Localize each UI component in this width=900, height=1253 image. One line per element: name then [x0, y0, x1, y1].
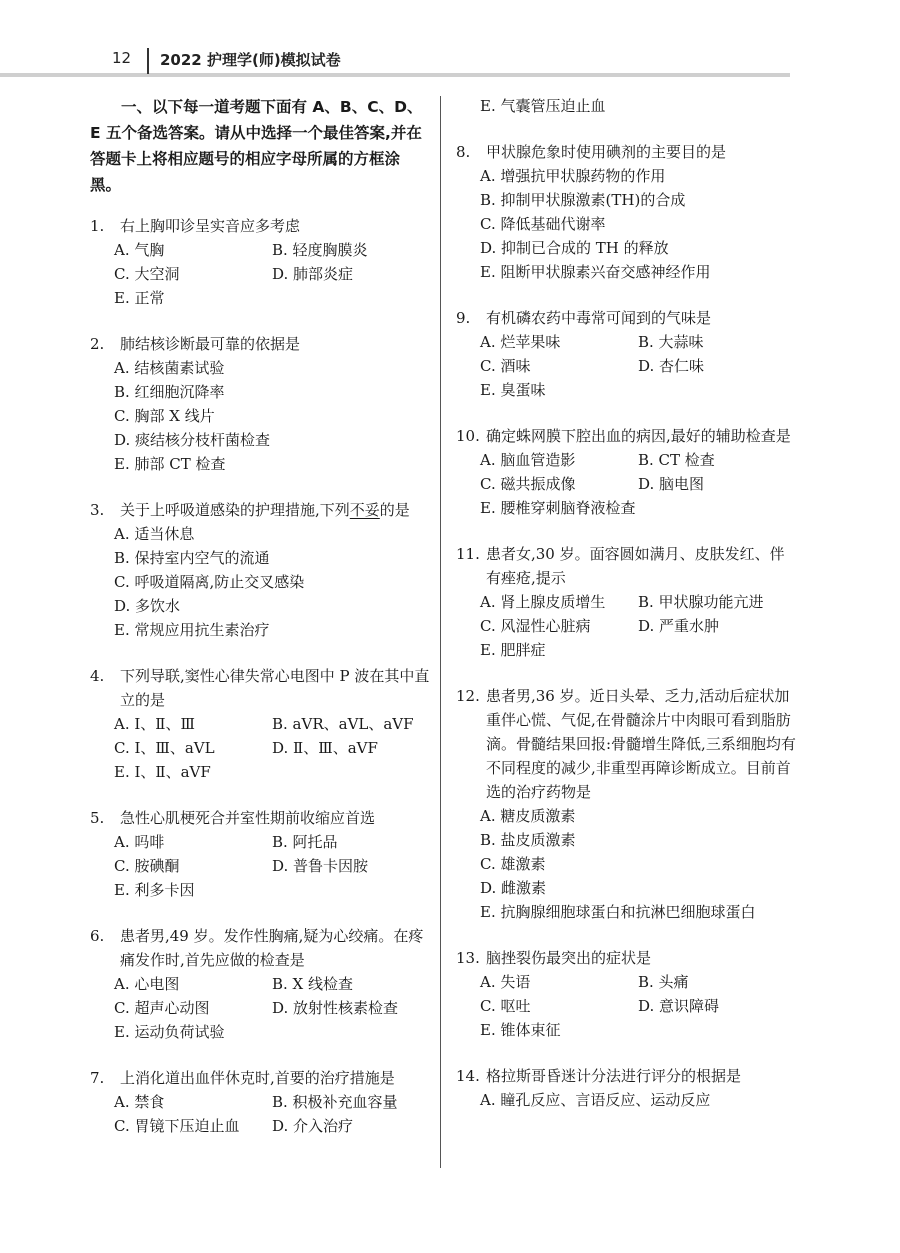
option-a: A. 适当休息	[114, 525, 195, 543]
option-d: D. 肺部炎症	[272, 265, 354, 283]
question-number: 11.	[456, 545, 480, 563]
question-number: 9.	[456, 309, 471, 327]
question-6	[90, 924, 430, 1044]
section-instructions: 一、以下每一道考题下面有 A、B、C、D、E 五个备选答案。请从中选择一个最佳答案,并在答题卡上将相应题号的相应字母所属的方框涂黑。	[90, 98, 423, 194]
option-c: C. 呼吸道隔离,防止交叉感染	[114, 573, 305, 591]
options	[90, 356, 430, 476]
question-stem: 10. 确定蛛网膜下腔出血的病因,最好的辅助检查是	[456, 424, 796, 448]
option-e: E. 锥体束征	[480, 1021, 561, 1039]
option-c: C. Ⅰ、Ⅲ、aVL	[114, 739, 215, 757]
options	[456, 164, 796, 284]
option-e: E. Ⅰ、Ⅱ、aVF	[114, 763, 211, 781]
option-a: A. 烂苹果味	[480, 333, 561, 351]
question-number: 2.	[90, 335, 105, 353]
option-a: A. 增强抗甲状腺药物的作用	[480, 167, 666, 185]
question-14	[456, 1064, 796, 1112]
options	[456, 970, 796, 1042]
options	[456, 1088, 796, 1112]
option-d: D. Ⅱ、Ⅲ、aVF	[272, 739, 378, 757]
option-a: A. 吗啡	[114, 833, 165, 851]
option-e: E. 气囊管压迫止血	[480, 97, 606, 115]
option-c: C. 超声心动图	[114, 999, 210, 1017]
question-number: 6.	[90, 927, 105, 945]
option-c: C. 呕吐	[480, 997, 531, 1015]
option-c: C. 胃镜下压迫止血	[114, 1117, 240, 1135]
option-e: E. 抗胸腺细胞球蛋白和抗淋巴细胞球蛋白	[480, 903, 756, 921]
option-b: B. aVR、aVL、aVF	[272, 715, 414, 733]
option-b: B. CT 检查	[638, 451, 715, 469]
options	[456, 804, 796, 924]
question-stem: 4. 下列导联,窦性心律失常心电图中 P 波在其中直立的是	[90, 664, 430, 712]
option-c: C. 酒味	[480, 357, 531, 375]
question-number: 13.	[456, 949, 480, 967]
option-c: C. 大空洞	[114, 265, 180, 283]
left-column	[90, 94, 430, 1160]
question-8	[456, 140, 796, 284]
option-d: D. 普鲁卡因胺	[272, 857, 369, 875]
question-number: 7.	[90, 1069, 105, 1087]
option-e: E. 运动负荷试验	[114, 1023, 225, 1041]
header-separator	[147, 48, 149, 74]
question-stem: 2. 肺结核诊断最可靠的依据是	[90, 332, 430, 356]
question-stem: 3. 关于上呼吸道感染的护理措施,下列不妥的是	[90, 498, 430, 522]
question-number: 3.	[90, 501, 105, 519]
question-3	[90, 498, 430, 642]
option-c: C. 胺碘酮	[114, 857, 180, 875]
question-12	[456, 684, 796, 924]
option-c: C. 胸部 X 线片	[114, 407, 215, 425]
option-d: D. 抑制已合成的 TH 的释放	[480, 239, 669, 257]
options	[90, 712, 430, 784]
question-5	[90, 806, 430, 902]
question-number: 8.	[456, 143, 471, 161]
question-number: 12.	[456, 687, 480, 705]
question-stem: 14. 格拉斯哥昏迷计分法进行评分的根据是	[456, 1064, 796, 1088]
option-a: A. 脑血管造影	[480, 451, 576, 469]
option-e: E. 阻断甲状腺素兴奋交感神经作用	[480, 263, 711, 281]
option-b: B. X 线检查	[272, 975, 354, 993]
column-divider	[440, 96, 441, 1168]
options	[456, 94, 796, 118]
question-stem: 13. 脑挫裂伤最突出的症状是	[456, 946, 796, 970]
question-2	[90, 332, 430, 476]
question-13	[456, 946, 796, 1042]
option-d: D. 介入治疗	[272, 1117, 354, 1135]
question-number: 14.	[456, 1067, 480, 1085]
option-a: A. 失语	[480, 973, 531, 991]
option-d: D. 雌激素	[480, 879, 547, 897]
option-a: A. 糖皮质激素	[480, 807, 576, 825]
question-1	[90, 214, 430, 310]
option-a: A. 结核菌素试验	[114, 359, 225, 377]
option-b: B. 盐皮质激素	[480, 831, 576, 849]
option-e: E. 肥胖症	[480, 641, 546, 659]
option-b: B. 轻度胸膜炎	[272, 241, 368, 259]
option-a: A. 瞳孔反应、言语反应、运动反应	[480, 1091, 711, 1109]
option-a: A. Ⅰ、Ⅱ、Ⅲ	[114, 715, 195, 733]
book-title: 2022 护理学(师)模拟试卷	[160, 51, 341, 69]
option-a: A. 气胸	[114, 241, 165, 259]
option-e: E. 臭蛋味	[480, 381, 546, 399]
question-stem: 5. 急性心肌梗死合并室性期前收缩应首选	[90, 806, 430, 830]
option-b: B. 甲状腺功能亢进	[638, 593, 764, 611]
option-e: E. 肺部 CT 检查	[114, 455, 226, 473]
option-c: C. 雄激素	[480, 855, 546, 873]
question-stem: 8. 甲状腺危象时使用碘剂的主要目的是	[456, 140, 796, 164]
option-b: B. 大蒜味	[638, 333, 704, 351]
option-e: E. 正常	[114, 289, 165, 307]
options	[90, 522, 430, 642]
question-stem: 6. 患者男,49 岁。发作性胸痛,疑为心绞痛。在疼痛发作时,首先应做的检查是	[90, 924, 430, 972]
option-c: C. 风湿性心脏病	[480, 617, 591, 635]
option-d: D. 意识障碍	[638, 997, 720, 1015]
right-column	[456, 94, 796, 1134]
question-9	[456, 306, 796, 402]
option-d: D. 严重水肿	[638, 617, 720, 635]
option-a: A. 肾上腺皮质增生	[480, 593, 606, 611]
options	[456, 590, 796, 662]
question-number: 1.	[90, 217, 105, 235]
question-4	[90, 664, 430, 784]
question-number: 4.	[90, 667, 105, 685]
option-a: A. 禁食	[114, 1093, 165, 1111]
page-number: 12	[112, 49, 132, 67]
options	[456, 448, 796, 520]
option-b: B. 抑制甲状腺激素(TH)的合成	[480, 191, 686, 209]
options	[90, 1090, 430, 1138]
option-b: B. 头痛	[638, 973, 689, 991]
option-e: E. 常规应用抗生素治疗	[114, 621, 270, 639]
question-7	[90, 1066, 430, 1138]
question-10	[456, 424, 796, 520]
option-e: E. 利多卡因	[114, 881, 195, 899]
header-bar	[0, 73, 790, 77]
option-d: D. 多饮水	[114, 597, 181, 615]
option-d: D. 放射性核素检查	[272, 999, 399, 1017]
options	[90, 830, 430, 902]
option-e: E. 腰椎穿刺脑脊液检查	[480, 499, 636, 517]
options	[90, 972, 430, 1044]
question-stem: 7. 上消化道出血伴休克时,首要的治疗措施是	[90, 1066, 430, 1090]
question-stem: 1. 右上胸叩诊呈实音应多考虑	[90, 214, 430, 238]
emphasis-underline: 不妥	[349, 501, 380, 519]
option-d: D. 痰结核分枝杆菌检查	[114, 431, 271, 449]
option-d: D. 脑电图	[638, 475, 705, 493]
option-c: C. 磁共振成像	[480, 475, 576, 493]
option-b: B. 红细胞沉降率	[114, 383, 225, 401]
option-d: D. 杏仁味	[638, 357, 705, 375]
question-7-continued	[456, 94, 796, 118]
option-c: C. 降低基础代谢率	[480, 215, 606, 233]
question-11	[456, 542, 796, 662]
options	[456, 330, 796, 402]
question-stem: 12. 患者男,36 岁。近日头晕、乏力,活动后症状加重伴心慌、气促,在骨髓涂片中肉眼可看到脂肪滴。骨髓结果回报:骨髓增生降低,三系细胞均有不同程度的减少,非重型再障诊断成立。目前首选的治疗药物是	[456, 684, 796, 804]
question-stem: 11. 患者女,30 岁。面容圆如满月、皮肤发红、伴有痤疮,提示	[456, 542, 796, 590]
question-stem: 9. 有机磷农药中毒常可闻到的气味是	[456, 306, 796, 330]
option-b: B. 保持室内空气的流通	[114, 549, 270, 567]
question-number: 5.	[90, 809, 105, 827]
options	[90, 238, 430, 310]
option-a: A. 心电图	[114, 975, 180, 993]
question-number: 10.	[456, 427, 480, 445]
option-b: B. 积极补充血容量	[272, 1093, 398, 1111]
option-b: B. 阿托品	[272, 833, 338, 851]
